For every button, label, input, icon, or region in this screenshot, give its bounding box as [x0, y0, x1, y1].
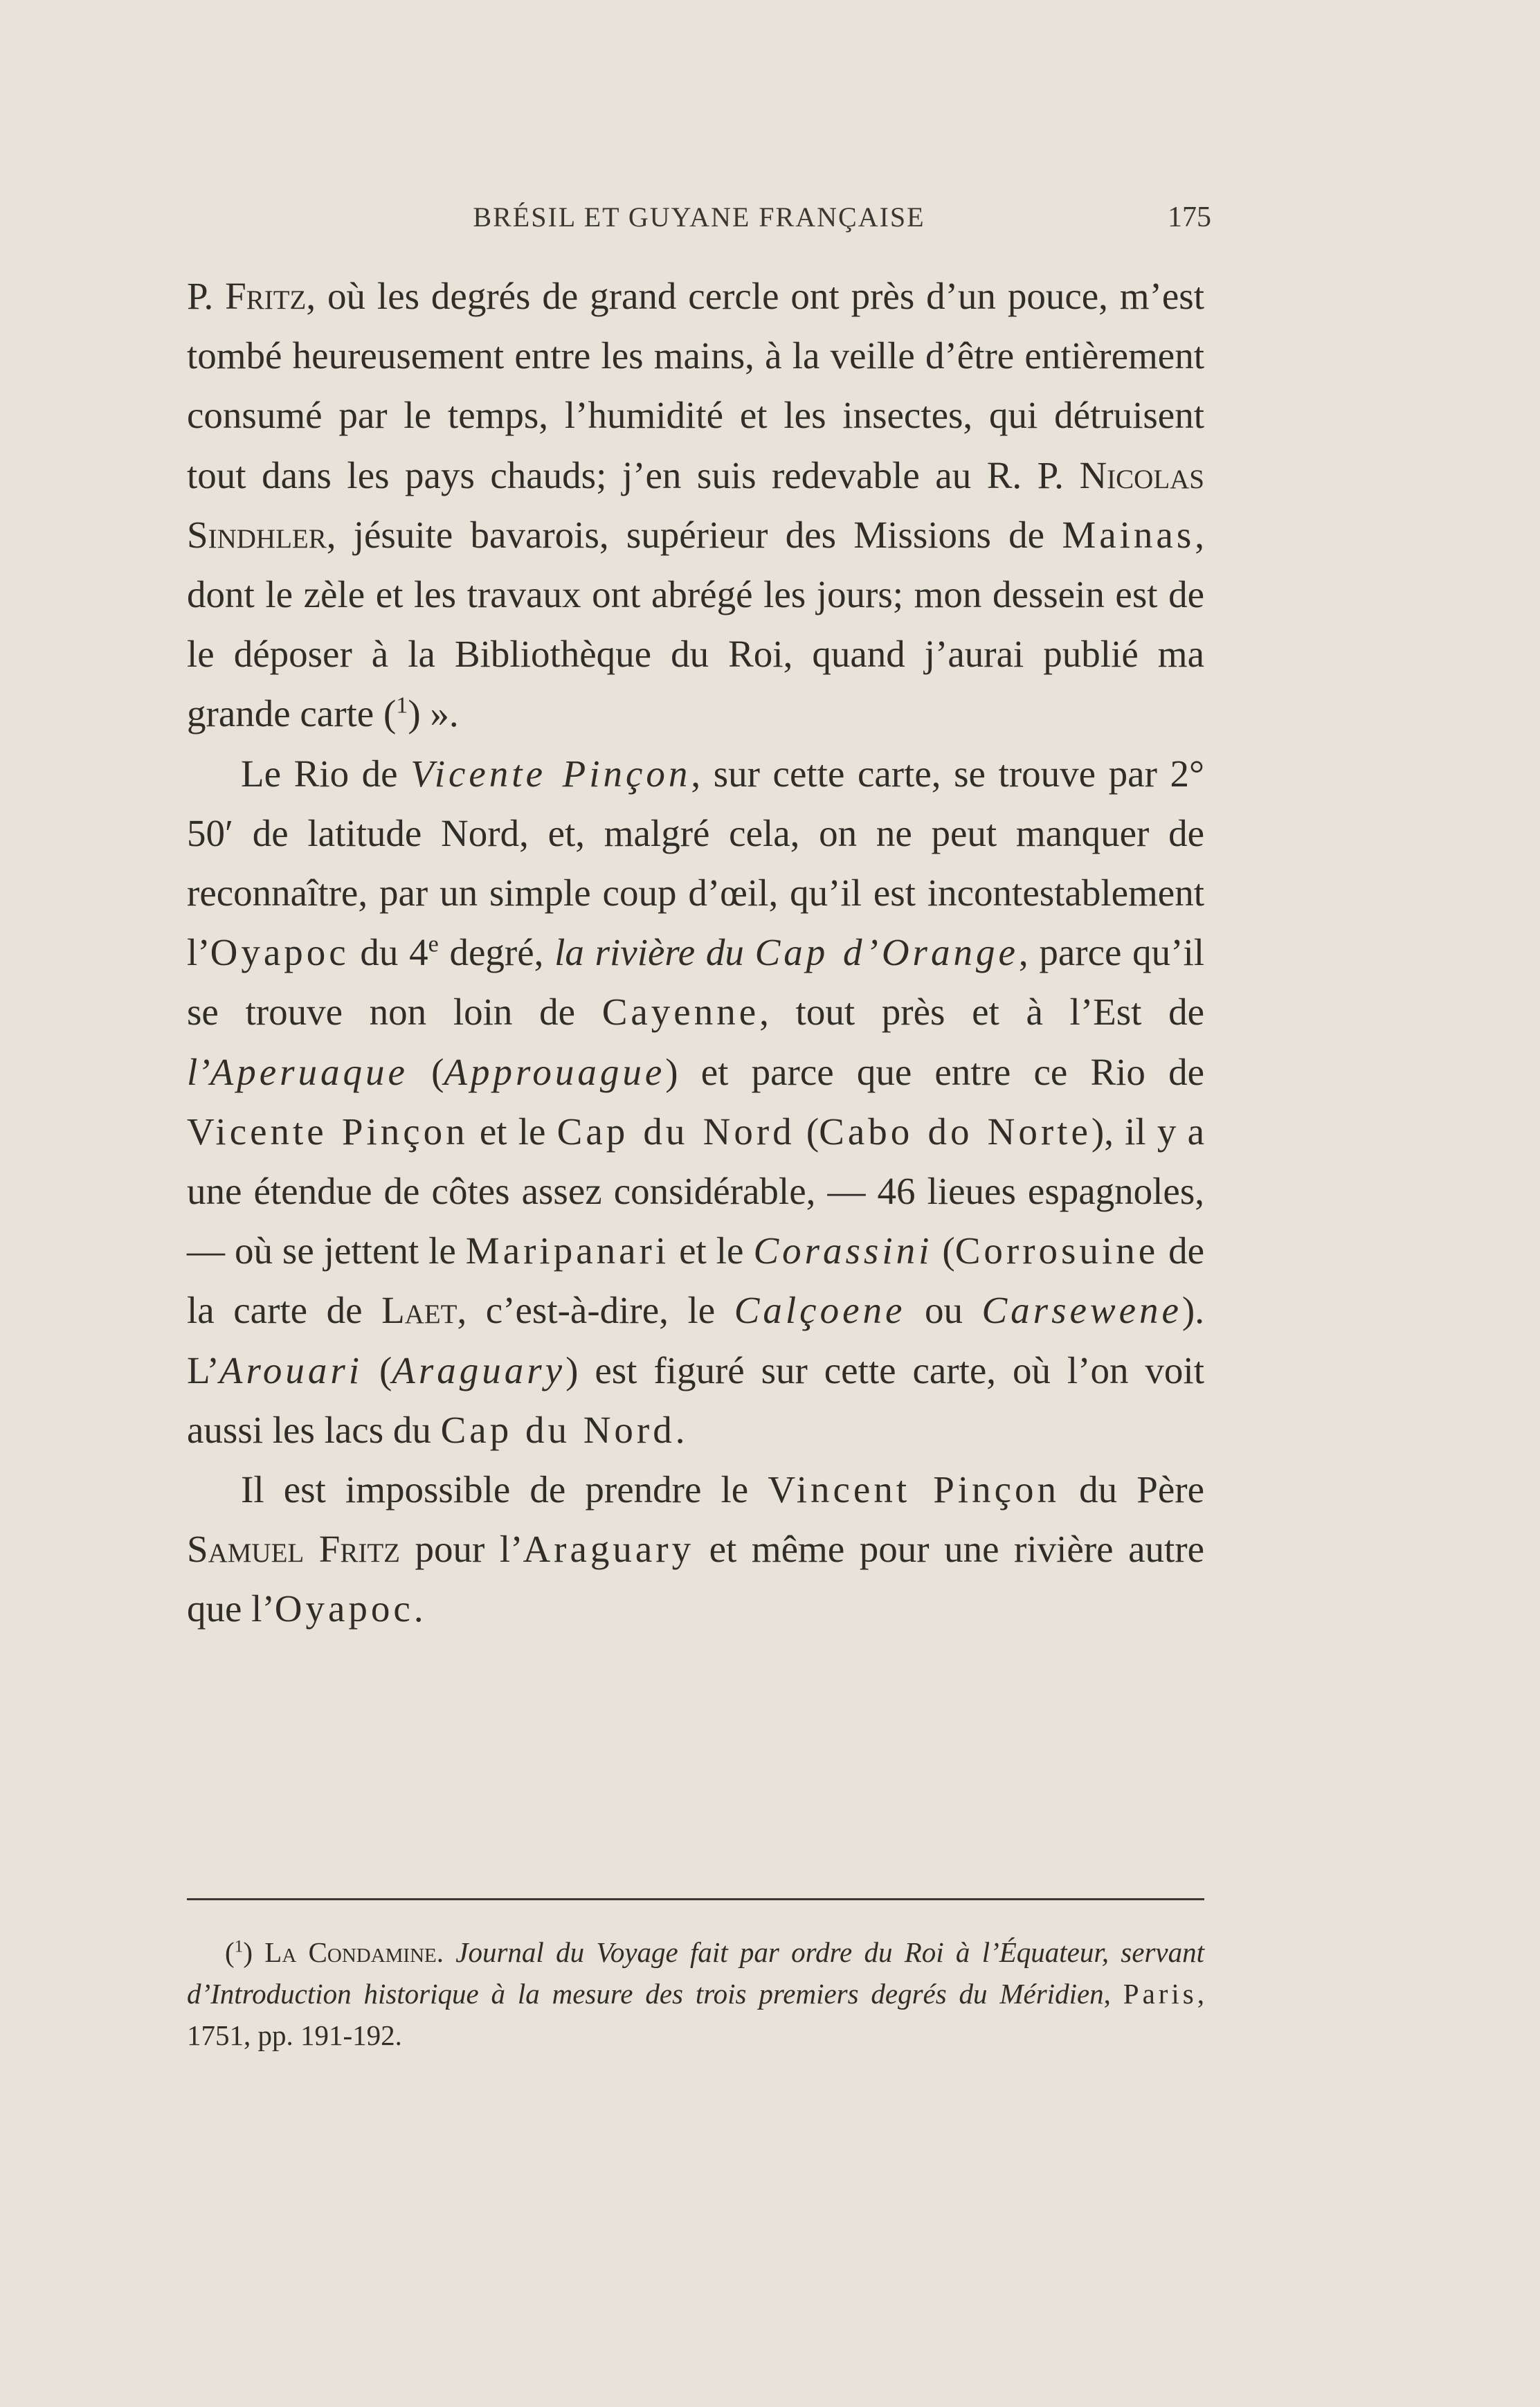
- paragraph: [187, 744, 1204, 1460]
- text-run: , jésuite bavarois, supérieur des Missions de: [326, 513, 1062, 556]
- text-run: , parce qu’il se trouve non loin de: [187, 931, 1204, 1034]
- italic-run: Approuague: [444, 1050, 666, 1093]
- styled-run: Fritz: [225, 275, 307, 317]
- text-run: (: [363, 1349, 392, 1391]
- superscript: e: [428, 931, 439, 957]
- italic-run: Carsewene: [981, 1289, 1182, 1332]
- styled-run: Vincent Pinçon: [768, 1468, 1060, 1511]
- text-run: ) et parce que entre ce Rio de: [665, 1050, 1204, 1093]
- italic-run: Aperuaque: [210, 1050, 408, 1093]
- text-run: (: [795, 1110, 819, 1153]
- styled-run: La Condamine: [264, 1936, 437, 1968]
- styled-run: Cabo do Norte: [819, 1110, 1091, 1153]
- text-run: du Père: [1060, 1468, 1204, 1511]
- italic-run: l’: [187, 1050, 210, 1093]
- italic-run: Vicente Pinçon: [410, 752, 691, 795]
- italic-run: Corassini: [753, 1229, 933, 1272]
- superscript: 1: [234, 1936, 244, 1956]
- styled-run: Cap du Nord: [556, 1110, 795, 1153]
- text-run: ,: [1103, 1978, 1123, 2010]
- styled-run: Corrosuine: [954, 1229, 1159, 1272]
- text-run: et le: [669, 1229, 754, 1272]
- body-text: [187, 267, 1204, 1639]
- styled-run: Maripanari: [465, 1229, 670, 1272]
- text-run: du 4: [349, 931, 428, 974]
- text-run: , 1751, pp. 191-192.: [187, 1978, 1205, 2051]
- styled-run: Laet: [381, 1289, 458, 1332]
- text-run: , dont le zèle et les travaux ont abrégé les jours; mon dessein est de le déposer à la Bibliothèque du Roi, quand j’aurai publié ma grande carte (: [187, 513, 1204, 735]
- text-run: , sur cette carte, se trouve par 2° 50′ de latitude Nord, et, malgré cela, on ne peut manquer de reconnaître, par un simple coup d’œil, qu’il est incontestablement l’: [187, 752, 1204, 974]
- text-run: .: [436, 1936, 456, 1968]
- italic-run: Journal du Voyage fait par ordre du Roi à l’Équateur, servant d’Introduction historique à la mesure des trois premiers degrés du Méridien: [187, 1936, 1204, 2010]
- text-run: .: [675, 1408, 685, 1451]
- superscript: 1: [396, 693, 408, 719]
- text-run: (: [225, 1936, 235, 1968]
- italic-run: la rivière du: [554, 931, 755, 974]
- text-run: pour l’: [400, 1528, 523, 1571]
- italic-run: Cap d’Orange: [754, 931, 1019, 974]
- text-run: ). L’: [187, 1289, 1204, 1391]
- text-run: ), il y a une étendue de côtes assez considérable, — 46 lieues espagnoles, — où se jettent le: [187, 1110, 1204, 1272]
- styled-run: Vicente Pinçon: [187, 1110, 469, 1153]
- text-run: ): [243, 1936, 265, 1968]
- running-title: BRÉSIL ET GUYANE FRANÇAISE: [473, 201, 925, 233]
- styled-run: Cayenne: [601, 991, 760, 1034]
- styled-run: Nicolas Sindhler: [187, 453, 1204, 556]
- footnote-text: [187, 1931, 1204, 2056]
- text-run: (: [932, 1229, 955, 1272]
- text-run: de la carte de: [187, 1229, 1204, 1332]
- text-run: , c’est-à-dire, le: [457, 1289, 734, 1332]
- paragraph: [187, 267, 1204, 744]
- text-run: et même pour une rivière autre que l’: [187, 1528, 1204, 1630]
- running-head: [187, 201, 1211, 242]
- text-run: Il est impossible de prendre le: [241, 1468, 768, 1511]
- text-run: ou: [905, 1289, 982, 1332]
- italic-run: Calçoene: [734, 1289, 906, 1332]
- styled-run: Oyapoc: [210, 931, 350, 974]
- footnote-rule: [187, 1898, 1204, 1900]
- text-run: , où les degrés de grand cercle ont près d’un pouce, m’est tombé heureusement entre les mains, à la veille d’être entièrement consumé par le temps, l’humidité et les insectes, qui détruisent tout dans les pays chauds; j’en suis redevable au R. P.: [187, 275, 1204, 496]
- text-run: ) ».: [408, 692, 459, 735]
- styled-run: Cap du Nord: [440, 1408, 676, 1451]
- text-run: P.: [187, 275, 226, 317]
- footnote: [187, 1931, 1204, 2056]
- text-run: Le Rio de: [241, 752, 411, 795]
- italic-run: Arouari: [219, 1349, 363, 1391]
- styled-run: Oyapoc: [274, 1587, 414, 1630]
- styled-run: Araguary: [523, 1528, 695, 1571]
- paragraph: [187, 1460, 1204, 1639]
- styled-run: Samuel Fritz: [187, 1528, 400, 1571]
- text-run: , tout près et à l’Est de: [759, 991, 1205, 1034]
- text-run: et le: [468, 1110, 557, 1153]
- text-run: degré,: [438, 931, 555, 974]
- page-number: 175: [1168, 201, 1211, 233]
- text-run: ) est figuré sur cette carte, où l’on voit aussi les lacs du: [187, 1349, 1204, 1451]
- styled-run: Mainas: [1062, 513, 1195, 556]
- text-run: .: [413, 1587, 424, 1630]
- italic-run: Araguary: [392, 1349, 566, 1391]
- styled-run: Paris: [1123, 1978, 1197, 2010]
- text-run: (: [408, 1050, 444, 1093]
